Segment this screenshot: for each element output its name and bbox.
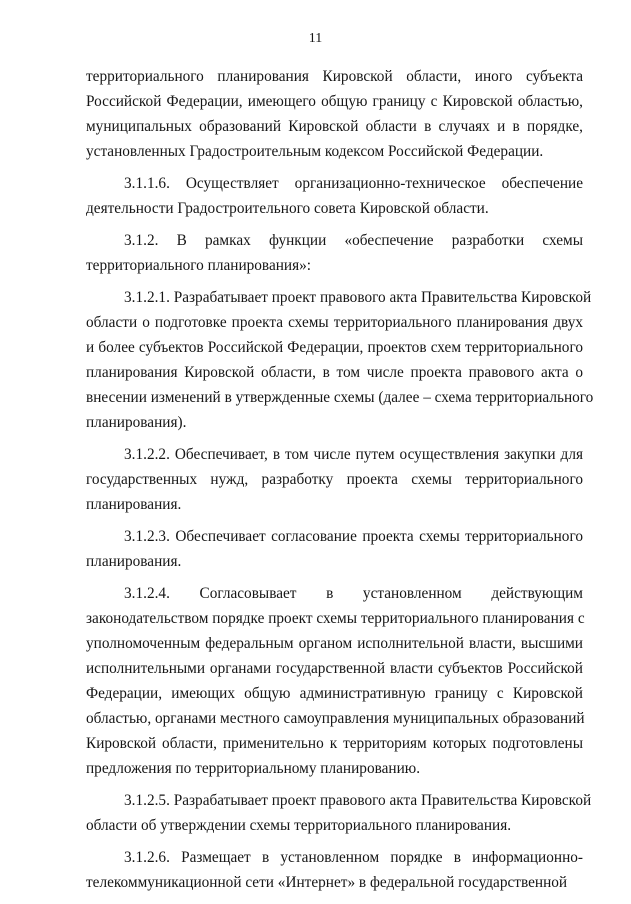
text-line: 3.1.2.4. Согласовывает в установленном действующим xyxy=(124,585,583,602)
text-line: территориального планирования Кировской области, иного субъекта xyxy=(86,68,583,85)
page-number: 11 xyxy=(308,31,323,46)
paragraph xyxy=(86,581,583,781)
text-line: планирования. xyxy=(86,553,182,570)
text-line: уполномоченным федеральным органом исполнительной власти, высшими xyxy=(86,635,583,652)
text-line: области о подготовке проекта схемы территориального планирования двух xyxy=(86,314,583,331)
text-line: Федерации, имеющих общую административную границу с Кировской xyxy=(86,685,583,702)
text-line: территориального планирования»: xyxy=(86,257,312,274)
text-line: деятельности Градостроительного совета Кировской области. xyxy=(86,200,489,217)
paragraph xyxy=(86,171,583,221)
paragraph xyxy=(86,524,583,574)
text-line: законодательством порядке проект схемы территориального планирования с xyxy=(86,610,585,627)
text-line: 3.1.2.6. Размещает в установленном порядке в информационно- xyxy=(124,849,583,866)
text-line: телекоммуникационной сети «Интернет» в федеральной государственной xyxy=(86,874,568,891)
text-line: 3.1.2. В рамках функции «обеспечение разработки схемы xyxy=(124,232,583,249)
text-line: области об утверждении схемы территориального планирования. xyxy=(86,817,512,834)
paragraph xyxy=(86,285,594,435)
paragraph xyxy=(86,845,583,895)
text-line: 3.1.2.3. Обеспечивает согласование проекта схемы территориального xyxy=(124,528,583,545)
text-line: 3.1.2.1. Разрабатывает проект правового акта Правительства Кировской xyxy=(124,289,592,306)
text-line: планирования). xyxy=(86,414,187,431)
paragraph xyxy=(86,442,583,517)
text-line: установленных Градостроительным кодексом Российской Федерации. xyxy=(86,143,544,160)
text-line: планирования Кировской области, в том числе проекта правового акта о xyxy=(86,364,583,381)
text-line: 3.1.1.6. Осуществляет организационно-техническое обеспечение xyxy=(124,175,583,192)
text-line: областью, органами местного самоуправления муниципальных образований xyxy=(86,710,585,727)
text-line: государственных нужд, разработку проекта схемы территориального xyxy=(86,471,583,488)
document-body xyxy=(86,64,594,902)
paragraph xyxy=(86,788,592,838)
paragraph xyxy=(86,228,583,278)
text-line: Российской Федерации, имеющего общую границу с Кировской областью, xyxy=(86,93,583,110)
text-line: Кировской области, применительно к территориям которых подготовлены xyxy=(86,735,583,752)
text-line: 3.1.2.2. Обеспечивает, в том числе путем осуществления закупки для xyxy=(124,446,583,463)
text-line: планирования. xyxy=(86,496,182,513)
text-line: внесении изменений в утвержденные схемы (далее – схема территориального xyxy=(86,389,594,406)
text-line: 3.1.2.5. Разрабатывает проект правового акта Правительства Кировской xyxy=(124,792,592,809)
text-line: предложения по территориальному планированию. xyxy=(86,760,421,777)
text-line: исполнительными органами государственной власти субъектов Российской xyxy=(86,660,583,677)
text-line: и более субъектов Российской Федерации, проектов схем территориального xyxy=(86,339,583,356)
paragraph xyxy=(86,64,583,164)
text-line: муниципальных образований Кировской области в случаях и в порядке, xyxy=(86,118,583,135)
